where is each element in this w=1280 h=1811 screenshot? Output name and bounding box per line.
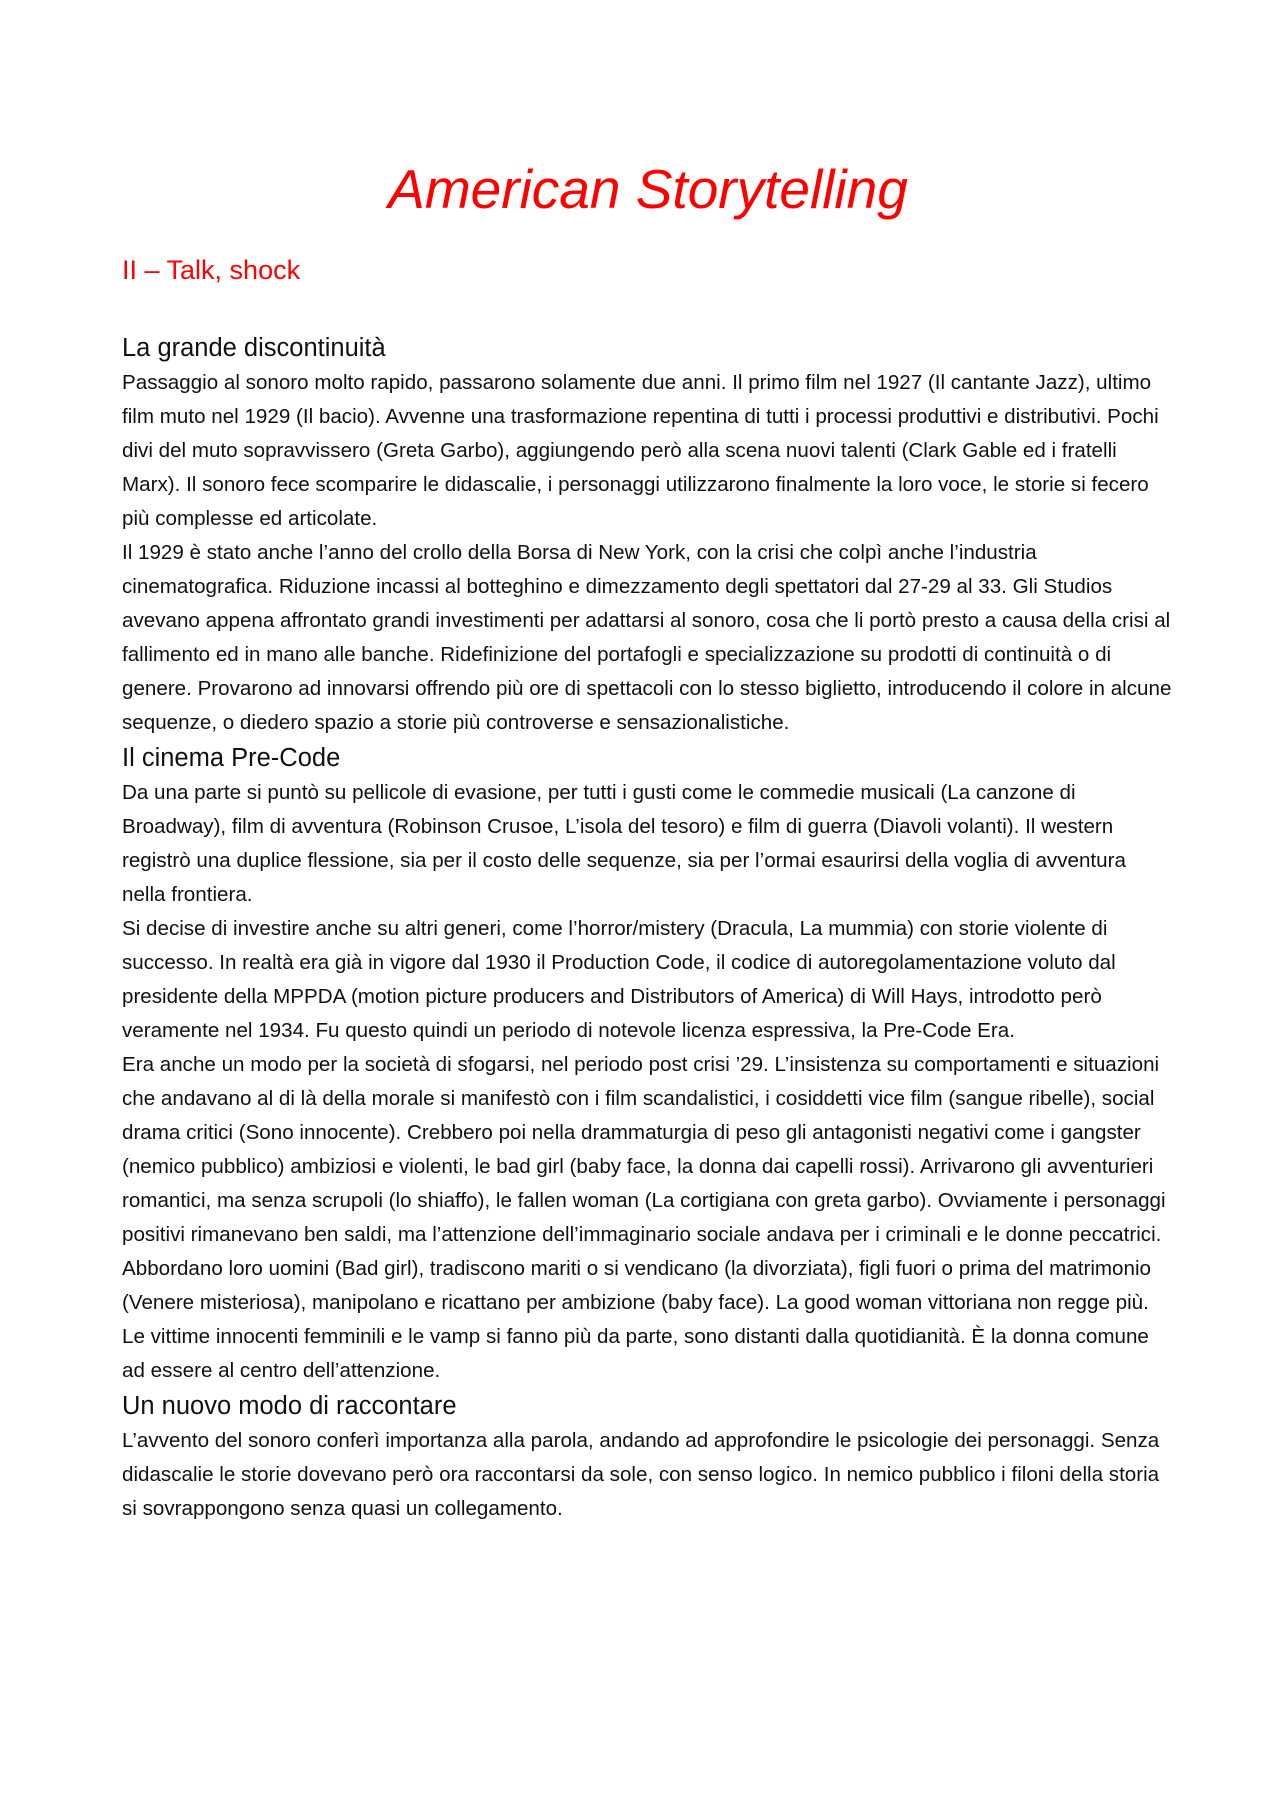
chapter-heading: II – Talk, shock — [122, 255, 301, 285]
section-cinema-pre-code — [122, 740, 1174, 1388]
paragraph: Era anche un modo per la società di sfogarsi, nel periodo post crisi ’29. L’insistenza su comportamenti e situazioni che andavano al di là della morale si manifestò con i film scandalistici, i cosiddetti vice film (sangue ribelle), social drama critici (Sono innocente). Crebbero poi nella drammaturgia di peso gli antagonisti negativi come i gangster (nemico pubblico) ambiziosi e violenti, le bad girl (baby face, la donna dai capelli rossi). Arrivarono gli avventurieri romantici, ma senza scrupoli (lo shiaffo), le fallen woman (La cortigiana con greta garbo). Ovviamente i personaggi positivi rimanevano ben saldi, ma l’attenzione dell’immaginario sociale andava per i criminali e le donne peccatrici. Abbordano loro uomini (Bad girl), tradiscono mariti o si vendicano (la divorziata), figli fuori o prima del matrimonio (Venere misteriosa), manipolano e ricattano per ambizione (baby face). La good woman vittoriana non regge più. Le vittime innocenti femminili e le vamp si fanno più da parte, sono distanti dalla quotidianità. È la donna comune ad essere al centro dell’attenzione. — [122, 1053, 1166, 1382]
section-heading: La grande discontinuità — [122, 334, 386, 362]
paragraph: Da una parte si puntò su pellicole di evasione, per tutti i gusti come le commedie musicali (La canzone di Broadway), film di avventura (Robinson Crusoe, L’isola del tesoro) e film di guerra (Diavoli volanti). Il western registrò una duplice flessione, sia per il costo delle sequenze, sia per l’ormai esaurirsi della voglia di avventura nella frontiera. — [122, 781, 1126, 906]
section-nuovo-modo-di-raccontare — [122, 1388, 1174, 1526]
section-grande-discontinuita — [122, 330, 1174, 740]
paragraph: Il 1929 è stato anche l’anno del crollo della Borsa di New York, con la crisi che colpì anche l’industria cinematografica. Riduzione incassi al botteghino e dimezzamento degli spettatori dal 27-29 al 33. Gli Studios avevano appena affrontato grandi investimenti per adattarsi al sonoro, cosa che li portò presto a causa della crisi al fallimento ed in mano alle banche. Ridefinizione del portafogli e specializzazione su prodotti di continuità o di genere. Provarono ad innovarsi offrendo più ore di spettacoli con lo stesso biglietto, introducendo il colore in alcune sequenze, o diedero spazio a storie più controverse e sensazionalistiche. — [122, 541, 1172, 734]
document-body — [122, 330, 1174, 1526]
paragraph: Passaggio al sonoro molto rapido, passarono solamente due anni. Il primo film nel 1927 (Il cantante Jazz), ultimo film muto nel 1929 (Il bacio). Avvenne una trasformazione repentina di tutti i processi produttivi e distributivi. Pochi divi del muto sopravvissero (Greta Garbo), aggiungendo però alla scena nuovi talenti (Clark Gable ed i fratelli Marx). Il sonoro fece scomparire le didascalie, i personaggi utilizzarono finalmente la loro voce, le storie si fecero più complesse ed articolate. — [122, 371, 1159, 530]
document-title: American Storytelling — [388, 158, 908, 220]
section-heading: Il cinema Pre-Code — [122, 744, 341, 772]
paragraph: Si decise di investire anche su altri generi, come l’horror/mistery (Dracula, La mummia) con storie violente di successo. In realtà era già in vigore dal 1930 il Production Code, il codice di autoregolamentazione voluto dal presidente della MPPDA (motion picture producers and Distributors of America) di Will Hays, introdotto però veramente nel 1934. Fu questo quindi un periodo di notevole licenza espressiva, la Pre-Code Era. — [122, 917, 1116, 1042]
paragraph: L’avvento del sonoro conferì importanza alla parola, andando ad approfondire le psicologie dei personaggi. Senza didascalie le storie dovevano però ora raccontarsi da sole, con senso logico. In nemico pubblico i filoni della storia si sovrappongono senza quasi un collegamento. — [122, 1429, 1160, 1520]
section-heading: Un nuovo modo di raccontare — [122, 1392, 457, 1420]
